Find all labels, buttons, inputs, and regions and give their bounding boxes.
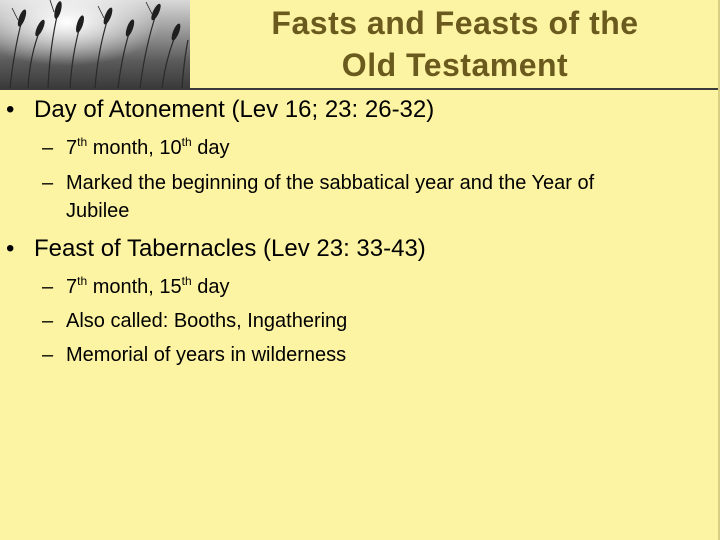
title-area <box>190 0 720 88</box>
dash-icon: – <box>42 344 54 366</box>
title-divider <box>0 88 720 90</box>
sub-bullet-text: Also called: Booths, Ingathering <box>66 310 348 332</box>
sub-bullet-text: 7th month, 15th day <box>66 274 230 298</box>
slide-title <box>190 2 720 86</box>
sub-bullet-text: Memorial of years in wilderness <box>66 344 347 366</box>
section-heading: Feast of Tabernacles (Lev 23: 33-43) <box>34 235 426 262</box>
dash-icon: – <box>42 276 54 298</box>
title-line-2: Old Testament <box>341 47 569 83</box>
sub-bullet-text: Marked the beginning of the sabbatical year and the Year of Jubilee <box>66 172 595 222</box>
section-heading: Day of Atonement (Lev 16; 23: 26-32) <box>34 96 435 123</box>
bullet-icon: • <box>6 235 15 262</box>
wheat-field-icon <box>0 0 190 88</box>
dash-icon: – <box>42 137 54 159</box>
dash-icon: – <box>42 310 54 332</box>
sub-bullet-text: 7th month, 10th day <box>66 135 230 159</box>
bullet-icon: • <box>6 96 15 123</box>
title-line-1: Fasts and Feasts of the <box>271 5 639 41</box>
dash-icon: – <box>42 172 54 194</box>
